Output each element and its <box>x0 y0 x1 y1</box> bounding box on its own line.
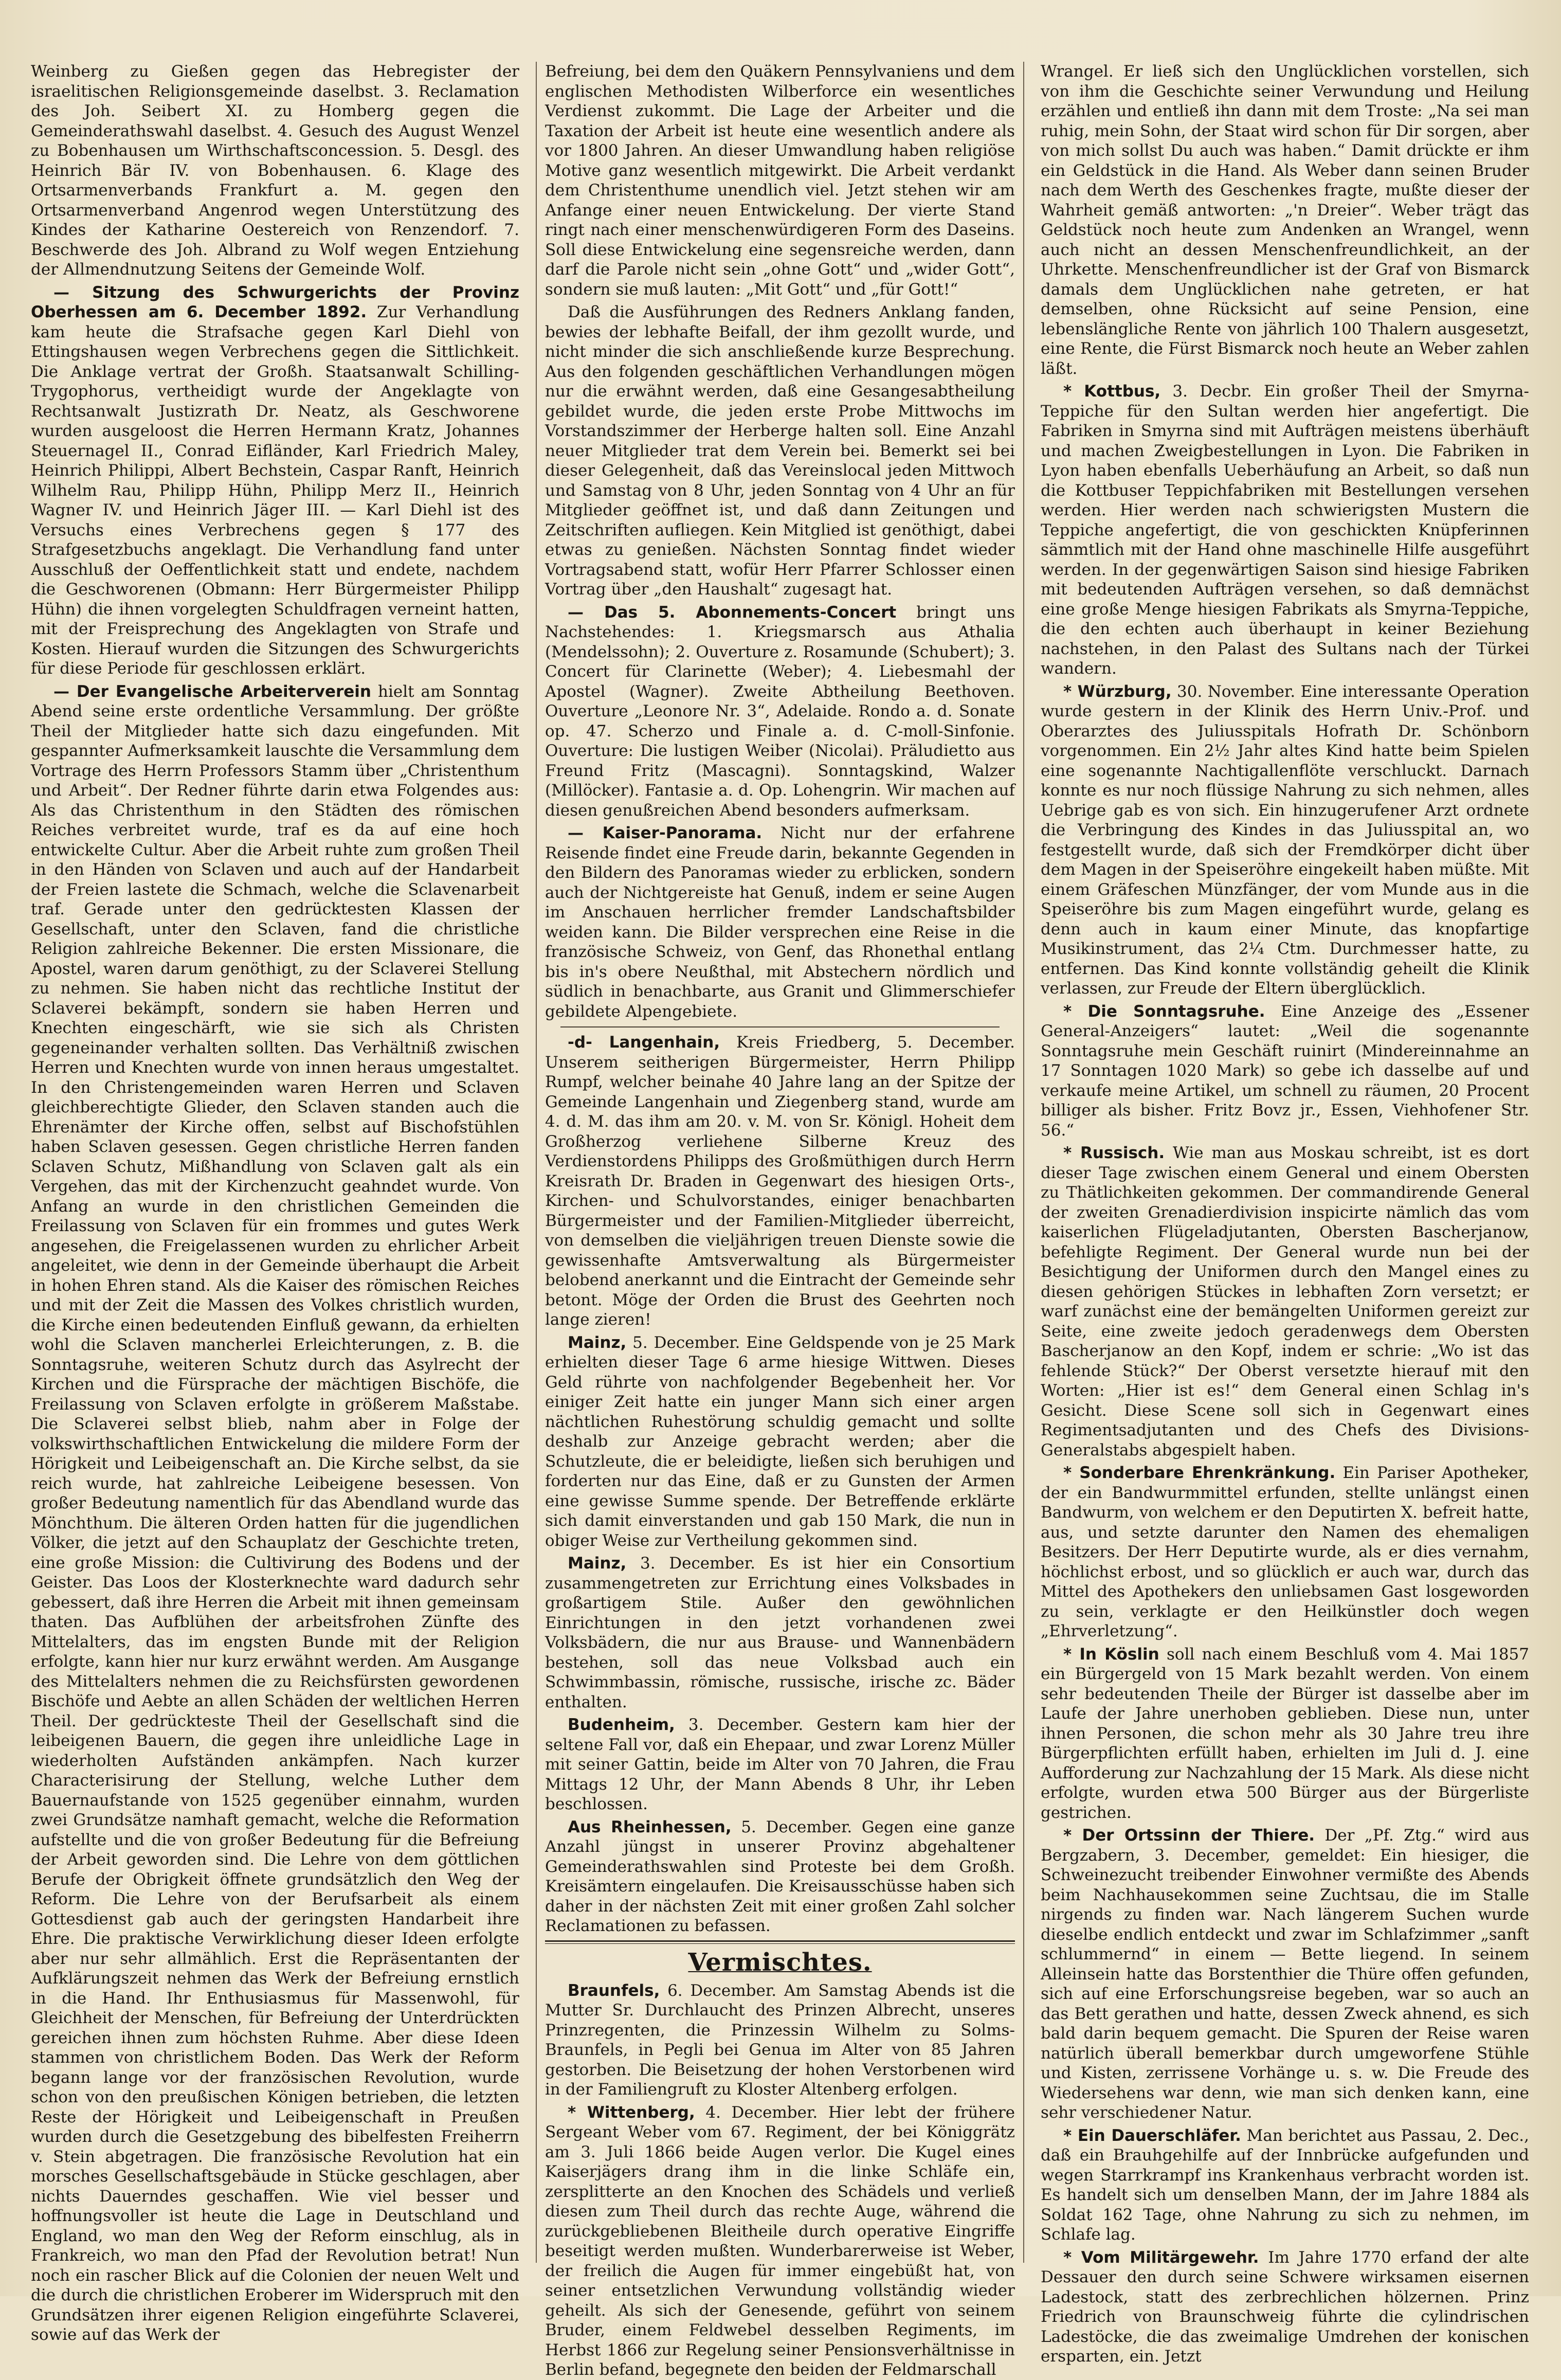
article-body: hielt am Sonntag Abend seine erste ordentliche Versammlung. Der größte Theil der Mitglieder hatte sich dazu eingefunden. Mit gespannter Aufmerksamkeit lauschte die Versammlung dem Vortrage des Herrn Professors Stamm über „Christenthum und Arbeit“. Der Redner führte darin etwa Folgendes aus: Als das Christenthum in den Städten des römischen Reiches verbreitet wurde, traf es da auf eine hoch entwickelte Cultur. Aber die Arbeit ruhte zum großen Theil in den Händen von Sclaven und auch auf der Handarbeit der Freien lastete die Schmach, welche die Sclavenarbeit traf. Gerade unter den gedrücktesten Klassen der Gesellschaft, unter den Sclaven, fand die christliche Religion zahlreiche Bekenner. Die ersten Missionare, die Apostel, waren darum genöthigt, zu der Sclaverei Stellung zu nehmen. Sie haben nicht das rechtliche Institut der Sclaverei bekämpft, sondern sie haben Herren und Knechten eingeschärft, wie sie sich als Christen gegeneinander verhalten sollten. Das Verhältniß zwischen Herren und Knechten wurde von innen heraus umgestaltet. In den Christengemeinden waren Herren und Sclaven gleichberechtigte Glieder, den Sclaven standen auch die Ehrenämter der Kirche offen, selbst auf Bischofstühlen haben Sclaven gesessen. Gegen christliche Herren fanden Sclaven Schutz, Mißhandlung von Sclaven galt als ein Vergehen, das mit der Kirchenzucht geahndet wurde. Von Anfang an wurde in den christlichen Gemeinden die Freilassung von Sclaven für ein frommes und gutes Werk angesehen, die Freigelassenen wurden zu ehrlicher Arbeit angeleitet, wie denn in der Gemeinde überhaupt die Arbeit in hohen Ehren stand. Als die Kaiser des römischen Reiches und mit der Zeit die Massen des Volkes christlich wurden, die Kirche einen bedeutenden Einfluß gewann, da erhielten wohl die Sclaven mancherlei Erleichterungen, z. B. die Sonntagsruhe, weiteren Schutz durch das Asylrecht der Kirchen und die Fürsprache der mächtigen Bischöfe, die Freilassung von Sclaven erfolgte in größerem Maßstabe. Die Sclaverei selbst blieb, nahm aber in Folge der volkswirthschaftlichen Entwickelung die mildere Form der Hörigkeit und Leibeigenschaft an. Die Kirche selbst, da sie reich wurde, hat zahlreiche Leibeigene besessen. Von großer Bedeutung namentlich für das Abendland wurde das Mönchthum. Die älteren Orden hatten für die jugendlichen Völker, die jetzt auf den Schauplatz der Geschichte treten, eine große Mission: die Cultivirung des Bodens und der Geister. Das Loos der Klosterknechte ward dadurch sehr gebessert, daß ihre Herren die Arbeit mit ihnen gemeinsam thaten. Das Aufblühen der arbeitsfrohen Zünfte des Mittelalters, das im engsten Bunde mit der Religion erfolgte, kann hier nur kurz erwähnt werden. Am Ausgange des Mittelalters nehmen die zu Reichsfürsten gewordenen Bischöfe und Aebte an allen Schäden der weltlichen Herren Theil. Der gedrückteste Theil der Gesellschaft sind die leibeigenen Bauern, die gegen ihre unleidliche Lage in wiederholten Aufständen ankämpfen. Nach kurzer Characterisirung der Stellung, welche Luther dem Bauernaufstande von 1525 gegenüber einnahm, wurden zwei Grundsätze namhaft gemacht, welche die Reformation aufstellte und die von großer Bedeutung für die Befreiung der Arbeit geworden sind. Die Lehre von dem göttlichen Berufe der Obrigkeit öffnete grundsätzlich den Weg der Reform. Die Lehre von der Berufsarbeit als einem Gottesdienst gab auch der geringsten Handarbeit ihre Ehre. Die praktische Verwirklichung dieser Ideen erfolgte aber nur sehr allmählich. Erst die Repräsentanten der Aufklärungszeit nehmen das Werk der Befreiung ernstlich in die Hand. Ihr Enthusiasmus für Massenwohl, für Gleichheit der Menschen, für Befreiung der Unterdrückten gereichen ihnen zum höchsten Ruhme. Aber diese Ideen stammen von christlichem Boden. Das Werk der Reform begann lange vor der französischen Revolution, wurde schon von den preußischen Königen betrieben, die letzten Reste der Hörigkeit und Leibeigenschaft in Preußen wurden durch die Gesetzgebung des bibelfesten Freiherrn v. Stein abgetragen. Die französische Revolution hat ein morsches Gesellschaftsgebäude in Stücke geschlagen, aber nichts Dauerndes geschaffen. Wie viel besser und hoffnungsvoller ist heute die Lage in Deutschland und England, wo man den Weg der Reform einschlug, als in Frankreich, wo man den Pfad der Revolution betrat! Nun noch ein rascher Blick auf die Colonien der neuen Welt und die durch die christlichen Eroberer im Widerspruch mit den Grundsätzen ihrer eigenen Religion eingeführte Sclaverei, sowie auf das Werk der <box>31 682 519 2344</box>
article-body: Eine Anzeige des „Essener General-Anzeigers“ lautet: „Weil die sogenannte Sonntagsruhe mein Geschäft ruinirt (Mindereinnahme an 17 Sonntagen 1020 Mark) so gebe ich dasselbe auf und verkaufe meine Artikel, um schnell zu räumen, 20 Procent billiger als bisher. Fritz Bovz jr., Essen, Viehhofener Str. 56.“ <box>1041 1002 1529 1140</box>
article-headline: -d- Langenhain, <box>568 1033 720 1052</box>
article-headline: Budenheim, <box>568 1716 675 1734</box>
article-headline: * In Köslin <box>1063 1645 1159 1664</box>
article-headline: * Kottbus, <box>1063 382 1161 401</box>
article-paragraph <box>545 823 1015 1021</box>
article-paragraph <box>31 283 519 679</box>
article-body: 4. December. Hier lebt der frühere Sergeant Weber vom 67. Regiment, der bei Königgrätz am 3. Juli 1866 beide Augen verlor. Die Kugel eines Kaiserjägers drang ihm in die linke Schläfe ein, zersplitterte an den Knochen des Schädels und verließ diesen zum Theil durch das rechte Auge, während die zurückgebliebenen Bleitheile durch operative Eingriffe beseitigt werden mußten. Wunderbarerweise ist Weber, der freilich die Augen für immer eingebüßt hat, von seiner entsetzlichen Verwundung vollständig wieder geheilt. Als sich der Genesende, geführt von seinem Bruder, einem Feldwebel desselben Regiments, im Herbst 1866 zur Regelung seiner Pensionsverhältnisse in Berlin befand, begegnete den beiden der Feldmarschall <box>545 2103 1015 2379</box>
article-headline: * Würzburg, <box>1063 682 1172 701</box>
article-body: Der „Pf. Ztg.“ wird aus Bergzabern, 3. December, gemeldet: Ein hiesiger, die Schweinezucht treibender Einwohner vermißte des Abends beim Nachhausekommen seine Zuchtsau, die im Stalle nirgends zu finden war. Nach längerem Suchen wurde dieselbe endlich entdeckt und zwar im Schlafzimmer „sanft schlummernd“ in einem — Bette liegend. In seinem Alleinsein hatte das Borstenthier die Thüre offen gefunden, sich auf eine Erforschungsreise begeben, war so auch an das Bett gerathen und hatte, dessen Zweck ahnend, es sich bald darin bequem gemacht. Die Spuren der Reise waren natürlich überall bemerkbar durch umgeworfene Stühle und Kisten, zerrissene Vorhänge u. s. w. Die Freude des Wiedersehens war denn, wie man sich denken kann, eine sehr verschiedener Natur. <box>1041 1826 1529 2122</box>
article-paragraph <box>1041 62 1529 378</box>
article-paragraph <box>545 1981 1015 2100</box>
section-heading: Vermischtes. <box>688 1948 872 1977</box>
article-paragraph <box>1041 1645 1529 1823</box>
article-body: Zur Verhandlung kam heute die Strafsache gegen Karl Diehl von Ettingshausen wegen Verbrechens gegen die Sittlichkeit. Die Anklage vertrat der Großh. Staatsanwalt Schilling-Trygophorus, vertheidigt wurde der Angeklagte von Rechtsanwalt Justizrath Dr. Neatz, als Geschworene wurden ausgeloost die Herren Hermann Kratz, Johannes Steuernagel II., Conrad Eifländer, Karl Friedrich Maley, Heinrich Philippi, Albert Bechstein, Caspar Ranft, Heinrich Wilhelm Rau, Philipp Hühn, Philipp Merz II., Heinrich Wagner IV. und Heinrich Jäger III. — Karl Diehl ist des Versuchs eines Verbrechens gegen § 177 des Strafgesetzbuchs angeklagt. Die Verhandlung fand unter Ausschluß der Oeffentlichkeit statt und endete, nachdem die Geschworenen (Obmann: Herr Bürgermeister Philipp Hühn) die ihnen vorgelegten Schuldfragen verneint hatten, mit der Freisprechung des Angeklagten von Strafe und Kosten. Hierauf wurden die Sitzungen des Schwurgerichts für diese Periode für geschlossen erklärt. <box>31 303 519 678</box>
article-body: 5. December. Gegen eine ganze Anzahl jüngst in unserer Provinz abgehaltener Gemeinderathswahlen sind Proteste bei dem Großh. Kreisämtern eingelaufen. Die Kreisausschüsse haben sich daher in der nächsten Zeit mit einer großen Zahl solcher Reclamationen zu befassen. <box>545 1817 1015 1935</box>
article-paragraph <box>545 603 1015 821</box>
article-body: Wrangel. Er ließ sich den Unglücklichen vorstellen, sich von ihm die Geschichte seiner Verwundung und Heilung erzählen und entließ ihn dann mit dem Troste: „Na sei man ruhig, mein Sohn, der Staat wird schon für Dir sorgen, aber von mich sollst Du auch was haben.“ Damit drückte er ihm ein Geldstück in die Hand. Als Weber dann seinen Bruder nach dem Werth des Geschenkes fragte, mußte dieser der Wahrheit gemäß antworten: „'n Dreier“. Weber trägt das Geldstück noch heute zum Andenken an Wrangel, wenn auch nicht an dessen Menschenfreundlichkeit, an der Uhrkette. Menschenfreundlicher ist der Graf von Bismarck damals dem Unglücklichen nahe getreten, er hat demselben, ohne Rücksicht auf seine Pension, eine lebenslängliche Rente von jährlich 100 Thalern ausgesetzt, eine Rente, die Fürst Bismarck noch heute an Weber zahlen läßt. <box>1041 62 1529 378</box>
article-headline: * Russisch. <box>1063 1144 1165 1162</box>
article-body: Nicht nur der erfahrene Reisende findet eine Freude darin, bekannte Gegenden in den Bildern des Panoramas wieder zu erblicken, sondern auch der Nichtgereiste hat Genuß, indem er seine Augen im Anschauen herrlicher fremder Landschaftsbilder weiden kann. Die Bilder versprechen eine Reise in die französische Schweiz, von Genf, das Rhonethal entlang bis in's obere Neußthal, mit Abstechern nördlich und südlich in benachbarte, aus Granit und Glimmerschiefer gebildete Alpengebiete. <box>545 824 1015 1021</box>
article-paragraph <box>1041 382 1529 679</box>
article-headline: Aus Rheinhessen, <box>568 1817 732 1836</box>
article-body: 5. December. Eine Geldspende von je 25 Mark erhielten dieser Tage 6 arme hiesige Wittwen. Dieses Geld rührte von nachfolgender Begebenheit her. Vor einiger Zeit hatte ein junger Mann sich einer argen nächtlichen Ruhestörung schuldig gemacht und sollte deshalb zur Anzeige gebracht werden; aber die Schutzleute, die er beleidigte, ließen sich beruhigen und forderten nur das Eine, daß er zu Gunsten der Armen eine gewisse Summe spende. Der Betreffende erklärte sich damit einverstanden und gab 150 Mark, die nun in obiger Weise zur Vertheilung gekommen sind. <box>545 1333 1015 1550</box>
article-paragraph <box>545 1817 1015 1936</box>
article-paragraph <box>1041 1826 1529 2123</box>
article-headline: * Wittenberg, <box>568 2103 695 2122</box>
article-headline: Mainz, <box>568 1554 627 1573</box>
article-paragraph <box>545 1715 1015 1814</box>
article-body: 6. December. Am Samstag Abends ist die Mutter Sr. Durchlaucht des Prinzen Albrecht, unseres Prinzregenten, die Prinzessin Wilhelm zu Solms-Braunfels, in Pegli bei Genua im Alter von 85 Jahren gestorben. Die Beisetzung der hohen Verstorbenen wird in der Familiengruft zu Kloster Altenberg erfolgen. <box>545 1981 1015 2099</box>
column-left <box>31 62 519 2344</box>
article-body: Befreiung, bei dem den Quäkern Pennsylvaniens und dem englischen Methodisten Wilberforce ein wesentliches Verdienst zukommt. Die Lage der Arbeiter und die Taxation der Arbeit ist heute eine wesentlich andere als vor 1800 Jahren. An dieser Umwandlung haben religiöse Motive ganz wesentlich mitgewirkt. Die Arbeit verdankt dem Christenthume unendlich viel. Jetzt stehen wir am Anfange einer neuen Entwickelung. Der vierte Stand ringt nach einer menschenwürdigeren Form des Daseins. Soll diese Entwickelung eine segensreiche werden, dann darf die Parole nicht sein „ohne Gott“ und „wider Gott“, sondern sie muß lauten: „Mit Gott“ und „für Gott!“ <box>545 62 1015 299</box>
article-body: Man berichtet aus Passau, 2. Dec., daß ein Brauhgehilfe auf der Innbrücke aufgefunden und wegen Starrkrampf ins Krankenhaus verbracht worden ist. Es handelt sich um denselben Mann, der im Jahre 1884 als Soldat 162 Tage, ohne Nahrung zu sich zu nehmen, im Schlafe lag. <box>1041 2126 1529 2244</box>
article-body: Weinberg zu Gießen gegen das Hebregister der israelitischen Religionsgemeinde daselbst. 3. Reclamation des Joh. Seibert XI. zu Homberg gegen die Gemeinderathswahl daselbst. 4. Gesuch des August Wenzel zu Bobenhausen um Wirthschaftsconcession. 5. Desgl. des Heinrich Bär IV. von Bobenhausen. 6. Klage des Ortsarmenverbands Frankfurt a. M. gegen den Ortsarmenverband Angenrod wegen Unterstützung des Kindes der Katharine Oestereich von Renzendorf. 7. Beschwerde des Joh. Albrand zu Wolf wegen Entziehung der Allmendnutzung Seitens der Gemeinde Wolf. <box>31 62 519 279</box>
article-body: bringt uns Nachstehendes: 1. Kriegsmarsch aus Athalia (Mendelssohn); 2. Ouverture z. Rosamunde (Schubert); 3. Concert für Clarinette (Weber); 4. Liebesmahl der Apostel (Wagner). Zweite Abtheilung Beethoven. Ouverture „Leonore Nr. 3“, Adelaide. Rondo a. d. Sonate op. 47. Scherzo und Finale a. d. C-moll-Sinfonie. Ouverture: Die lustigen Weiber (Nicolai). Präludietto aus Freund Fritz (Mascagni). Sonntagskind, Walzer (Millöcker). Fantasie a. d. Op. Lohengrin. Wir machen auf diesen genußreichen Abend besonders aufmerksam. <box>545 603 1015 820</box>
article-paragraph <box>545 1033 1015 1330</box>
article-paragraph <box>545 2103 1015 2380</box>
article-headline: — Der Evangelische Arbeiterverein <box>53 682 372 701</box>
article-divider <box>560 1026 1000 1027</box>
article-paragraph <box>545 62 1015 299</box>
article-paragraph <box>31 62 519 280</box>
article-paragraph <box>545 1554 1015 1712</box>
column-middle <box>536 62 1024 2379</box>
article-paragraph <box>545 302 1015 600</box>
article-headline: — Das 5. Abonnements-Concert <box>568 603 897 622</box>
article-body: Ein Pariser Apotheker, der ein Bandwurmmittel erfunden, stellte unlängst einen Bandwurm, von welchem er den Deputirten X. befreit hatte, aus, und setzte darunter den Namen des ehemaligen Besitzers. Der Herr Deputirte wurde, als er dies vernahm, höchlichst erbost, und so glücklich er auch war, durch das Mittel des Apothekers den unliebsamen Gast losgeworden zu sein, verklagte er den Heilkünstler doch wegen „Ehrverletzung“. <box>1041 1464 1529 1640</box>
article-paragraph <box>1041 1002 1529 1141</box>
article-headline: * Sonderbare Ehrenkränkung. <box>1063 1464 1336 1482</box>
article-headline: * Ein Dauerschläfer. <box>1063 2126 1241 2145</box>
article-headline: * Die Sonntagsruhe. <box>1063 1002 1265 1021</box>
article-headline: Braunfels, <box>568 1981 660 2000</box>
article-body: Kreis Friedberg, 5. December. Unserem seitherigen Bürgermeister, Herrn Philipp Rumpf, welcher beinahe 40 Jahre lang an der Spitze der Gemeinde Langenhain und Ziegenberg stand, wurde am 4. d. M. das ihm am 20. v. M. von Sr. Königl. Hoheit dem Großherzog verliehene Silberne Kreuz des Verdienstordens Philipps des Großmüthigen durch Herrn Kreisrath Dr. Braden in Gegenwart des hiesigen Orts-, Kirchen- und Schulvorstandes, einiger benachbarten Bürgermeister und der Familien-Mitglieder überreicht, von demselben die vieljährigen treuen Dienste sowie die gewissenhafte Amtsverwaltung als Bürgermeister belobend anerkannt und die Eintracht der Gemeinde sehr betont. Möge der Orden die Brust des Geehrten noch lange zieren! <box>545 1033 1015 1329</box>
article-body: 3. Decbr. Ein großer Theil der Smyrna-Teppiche für den Sultan werden hier angefertigt. Die Fabriken in Smyrna sind mit Aufträgen meistens überhäuft und machen Zweigbestellungen in Lyon. Die Fabriken in Lyon haben ebenfalls Ueberhäufung an Arbeit, so daß nun die Kottbuser Teppichfabriken mit Bestellungen versehen werden. Hier werden nach schwierigsten Mustern die Teppiche angefertigt, die von geschickten Knüpferinnen sämmtlich mit der Hand ohne maschinelle Hilfe ausgeführt werden. In der gegenwärtigen Saison sind hiesige Fabriken mit bedeutenden Aufträgen versehen, so daß demnächst eine große Menge hiesigen Fabrikats als Smyrna-Teppiche, die den echten auch überhaupt in keiner Beziehung nachstehen, in den Palast des Sultans nach der Türkei wandern. <box>1041 382 1529 678</box>
column-right <box>1041 62 1530 2366</box>
article-paragraph <box>1041 1143 1529 1460</box>
article-body: 3. December. Es ist hier ein Consortium zusammengetreten zur Errichtung eines Volksbades in großartigem Stile. Außer den gewöhnlichen Einrichtungen in den jetzt vorhandenen zwei Volksbädern, die nur aus Brause- und Wannenbädern bestehen, soll das neue Volksbad auch ein Schwimmbassin, römische, russische, irische zc. Bäder enthalten. <box>545 1554 1015 1711</box>
article-body: 3. December. Gestern kam hier der seltene Fall vor, daß ein Ehepaar, und zwar Lorenz Müller mit seiner Gattin, beide im Alter von 70 Jahren, die Frau Mittags 12 Uhr, der Mann Abends 8 Uhr, ihr Leben beschlossen. <box>545 1716 1015 1813</box>
article-headline: — Sitzung des Schwurgerichts der Provinz Oberhessen am 6. December 1892. <box>31 283 519 321</box>
article-paragraph <box>1041 2248 1529 2367</box>
article-body: Daß die Ausführungen des Redners Anklang fanden, bewies der lebhafte Beifall, der ihm gezollt wurde, und nicht minder die sich anschließende kurze Besprechung. Aus den folgenden geschäftlichen Verhandlungen mögen nur die erwähnt werden, daß eine Gesangesabtheilung gebildet wurde, die jeden erste Probe Mittwochs im Vorstandszimmer der Herberge halten soll. Eine Anzahl neuer Mitglieder trat dem Verein bei. Bemerkt sei bei dieser Gelegenheit, daß das Vereinslocal jeden Mittwoch und Samstag von 8 Uhr, jeden Sonntag von 4 Uhr an für Mitglieder geöffnet ist, und daß dann Zeitungen und Zeitschriften aufliegen. Kein Mitglied ist genöthigt, dabei etwas zu genießen. Nächsten Sonntag findet wieder Vortragsabend statt, wofür Herr Pfarrer Schlosser einen Vortrag über „den Haushalt“ zugesagt hat. <box>545 303 1015 599</box>
column-grid <box>31 62 1530 2379</box>
article-body: Wie man aus Moskau schreibt, ist es dort dieser Tage zwischen einem General und einem Obersten zu Thätlichkeiten gekommen. Der commandirende General der zweiten Grenadierdivision inspicirte nämlich das vom kaiserlichen Flügeladjutanten, Obersten Bascherjanow, befehligte Regiment. Der General wurde nun bei der Besichtigung der Uniformen durch den Mangel eines zu diesen gehörigen Stückes in lebhaften Zorn versetzt; er warf zunächst eine der bemängelten Uniformen gereizt zur Seite, eine zweite jedoch geradenwegs dem Obersten Bascherjanow an den Kopf, indem er schrie: „Wo ist das fehlende Stück?“ Der Oberst versetzte hierauf mit den Worten: „Hier ist es!“ dem General einen Schlag in's Gesicht. Diese Scene soll sich in Gegenwart eines Regimentsadjutanten und des Chefs des Divisions-Generalstabs abgespielt haben. <box>1041 1144 1529 1459</box>
section-rule <box>545 1940 1015 1944</box>
article-headline: — Kaiser-Panorama. <box>568 824 763 842</box>
article-paragraph <box>1041 2126 1529 2245</box>
article-headline: * Vom Militärgewehr. <box>1063 2248 1259 2267</box>
article-paragraph <box>1041 1463 1529 1642</box>
article-body: 30. November. Eine interessante Operation wurde gestern in der Klinik des Herrn Univ.-Prof. und Oberarztes des Juliusspitals Hofrath Dr. Schönborn vorgenommen. Ein 2½ Jahr altes Kind hatte beim Spielen eine sogenannte Nachtigallenflöte verschluckt. Darnach konnte es nur noch flüssige Nahrung zu sich nehmen, alles Uebrige gab es von sich. Ein hinzugerufener Arzt ordnete die Verbringung des Kindes in das Juliusspital an, wo festgestellt wurde, daß sich der Fremdkörper dicht über dem Magen in der Speiseröhre eingekeilt haben müßte. Mit einem Gräfeschen Münzfänger, der vom Munde aus in die Speiseröhre bis zum Magen eingeführt wurde, gelang es denn auch in kaum einer Minute, das knopfartige Musikinstrument, das 2¼ Ctm. Durchmesser hatte, zu entfernen. Das Kind konnte vollständig geheilt die Klinik verlassen, zur Freude der Eltern überglücklich. <box>1041 682 1529 998</box>
article-paragraph <box>31 682 519 2345</box>
article-paragraph <box>1041 682 1529 999</box>
article-paragraph <box>545 1333 1015 1551</box>
article-headline: Mainz, <box>568 1333 627 1352</box>
article-body: soll nach einem Beschluß vom 4. Mai 1857 ein Bürgergeld von 15 Mark bezahlt werden. Von einem sehr bedeutenden Theile der Bürger ist dasselbe aber im Laufe der Jahre unerhoben geblieben. Diese nun, unter ihnen Personen, die schon mehr als 30 Jahre treu ihre Bürgerpflichten erfüllt haben, erhielten im Juli d. J. eine Aufforderung zur Nachzahlung der 15 Mark. Als diese nicht erfolgte, wurden etwa 500 Bürger aus der Bürgerliste gestrichen. <box>1041 1645 1530 1822</box>
article-body: Im Jahre 1770 erfand der alte Dessauer den durch seine Schwere wirksamen eisernen Ladestock, statt des zerbrechlichen hölzernen. Prinz Friedrich von Braunschweig führte die cylindrischen Ladestöcke, die das zweimalige Umdrehen der konischen ersparten, ein. Jetzt <box>1041 2248 1529 2366</box>
article-headline: * Der Ortssinn der Thiere. <box>1063 1826 1315 1845</box>
